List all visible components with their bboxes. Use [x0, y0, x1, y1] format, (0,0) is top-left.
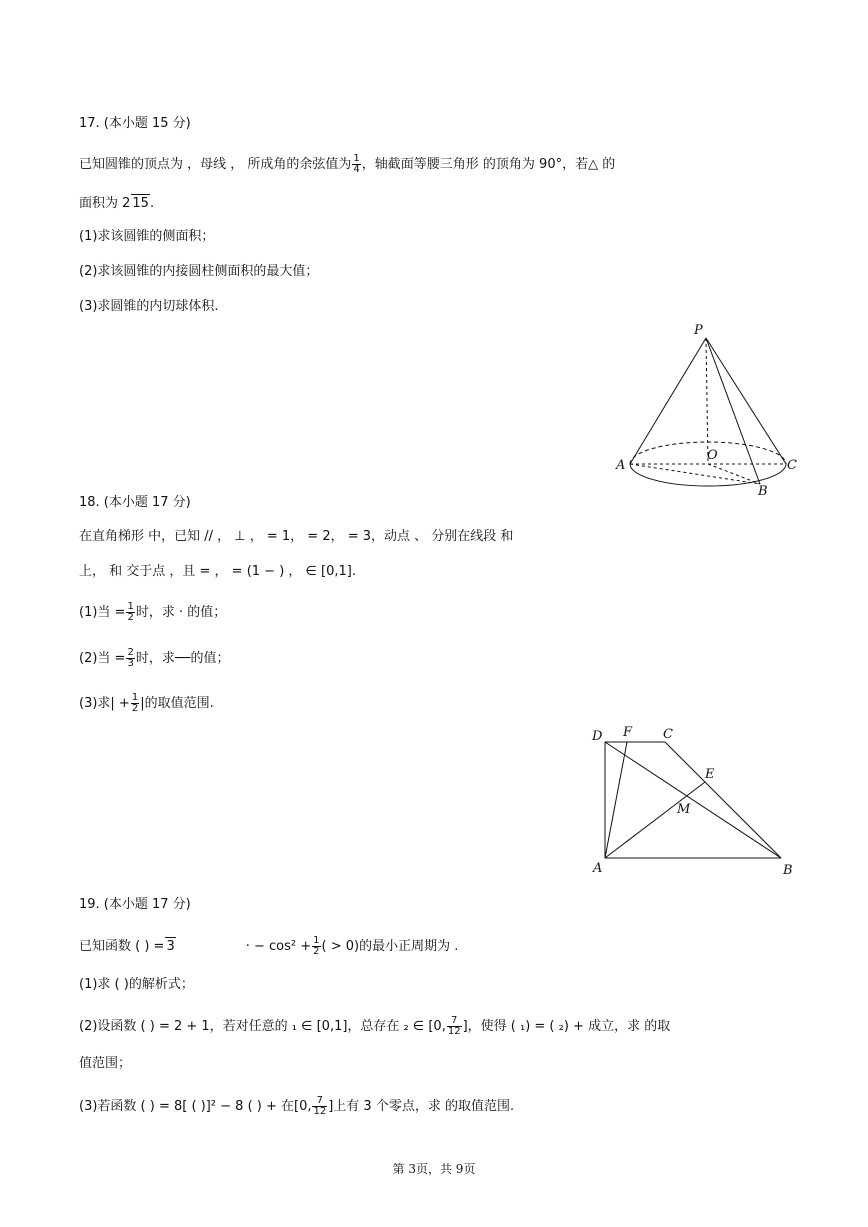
q19-part2-cont: 值范围；	[79, 1056, 132, 1071]
q19-stem: 已知函数 ( ) = 3 · − cos² + $\frac{1}{2}$ ( > 0)的最小正周期为 .	[79, 935, 459, 957]
label-D: D	[592, 729, 603, 744]
q17-stem-a: 已知圆锥的顶点为 ，母线 ， 所成角的余弦值为	[79, 157, 352, 172]
q19-stem-fraction: $\frac{1}{2}$	[313, 935, 320, 957]
label-B: B	[758, 484, 768, 499]
q17-stem	[79, 154, 615, 175]
q19-part1: (1)求 ( )的解析式；	[79, 977, 194, 992]
cone-height-PO	[706, 338, 708, 464]
trapezoid-figure	[585, 718, 805, 883]
q17-part2: (2)求该圆锥的内接圆柱侧面积的最大值；	[79, 264, 319, 279]
q17-stem-b: ，轴截面等腰三角形 的顶角为 90°，若△ 的	[361, 157, 616, 172]
segment-AE	[605, 782, 705, 858]
label-E: E	[705, 767, 715, 782]
q19-p3-fraction: $\frac{7}{12}$	[313, 1095, 327, 1117]
q19-p2-fraction: $\frac{7}{12}$	[447, 1015, 461, 1037]
label-F: F	[623, 725, 633, 740]
page-footer: 第 3页，共 9页	[392, 1162, 476, 1176]
q17-sqrt: 15	[132, 196, 149, 211]
segment-AF	[605, 742, 627, 858]
label-O: O	[707, 448, 718, 463]
label-C: C	[663, 727, 673, 742]
q19-sqrt: 3	[166, 939, 175, 954]
cone-figure	[610, 318, 810, 500]
q18-p1-fraction: $\frac{1}{2}$	[127, 601, 134, 623]
q18-line2: 上， 和 交于点 ，且 = ， = (1 − ) ， ∈ [0,1].	[79, 564, 356, 579]
q19-title: 19. (本小题 17 分)	[79, 897, 191, 912]
cone-chord-AB	[630, 464, 760, 484]
q19-part3: (3)若函数 ( ) = 8[ ( )]² − 8 ( ) + 在[0, $\frac{7}{12}$ ]上有 3 个零点，求 的取值范围.	[79, 1095, 515, 1117]
q17-stem-fraction: $\frac{1}{4}$	[353, 153, 360, 175]
q17-stem-area: 面积为 2 15.	[79, 196, 155, 211]
q18-part3: (3)求| + $\frac{1}{2}$ |的取值范围.	[79, 692, 214, 714]
q18-line1: 在直角梯形 中，已知 // ， ⊥ ， = 1， = 2， = 3，动点 、 分别在线段 和	[79, 529, 514, 544]
cone-base-front-arc	[630, 464, 786, 486]
q19-part2: (2)设函数 ( ) = 2 + 1，若对任意的 ₁ ∈ [0,1]，总存在 ₂ ∈ [0, $\frac{7}{12}$ ]，使得 ( ₁) = ( ₂) + 成立，求 的取	[79, 1015, 671, 1037]
q18-part1: (1)当 = $\frac{1}{2}$ 时，求 · 的值；	[79, 601, 227, 623]
q17-title: 17. (本小题 15 分)	[79, 116, 191, 131]
q18-p2-fraction: $\frac{2}{3}$	[127, 647, 134, 669]
q18-part2: (2)当 = $\frac{2}{3}$ 时，求──的值；	[79, 647, 230, 669]
q18-title: 18. (本小题 17 分)	[79, 495, 191, 510]
label-P: P	[694, 323, 703, 338]
label-A: A	[593, 861, 603, 876]
q17-part3: (3)求圆锥的内切球体积.	[79, 299, 219, 314]
q17-part1: (1)求该圆锥的侧面积；	[79, 229, 215, 244]
q18-p3-fraction: $\frac{1}{2}$	[131, 692, 139, 714]
label-A: A	[616, 458, 626, 473]
side-CB	[665, 742, 781, 858]
label-C: C	[787, 458, 797, 473]
cone-radius-OB	[708, 464, 760, 484]
label-M: M	[677, 802, 691, 817]
segment-DB	[605, 742, 781, 858]
label-B: B	[783, 863, 793, 878]
